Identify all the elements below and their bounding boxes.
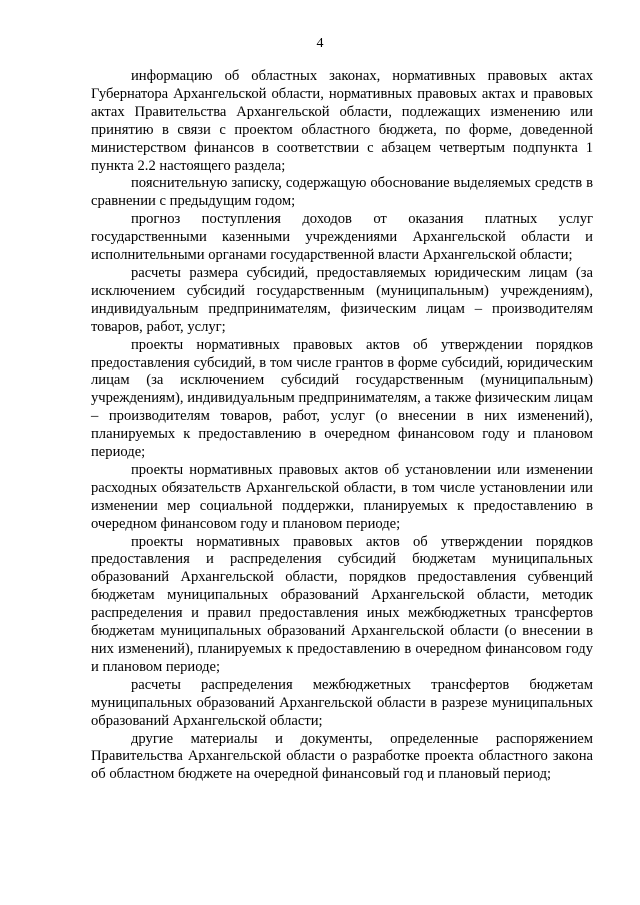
paragraph-subsidy-calculations: расчеты размера субсидий, предоставляемых юридическим лицам (за исключением субсидий государственным (муниципальным) учреждениям), индивидуальным предпринимателям, физическим лицам – производителям товаров, работ, услуг; <box>91 264 593 335</box>
page-number: 4 <box>316 36 324 51</box>
paragraph-explanatory-note: пояснительную записку, содержащую обоснование выделяемых средств в сравнении с предыдущим годом; <box>91 175 593 210</box>
document-body <box>91 68 593 784</box>
paragraph-interbudget-procedures: проекты нормативных правовых актов об утверждении порядков предоставления и распределения субсидий бюджетам муниципальных образований Архангельской области, порядков предоставления субвенций бюджетам муниципальных образований Архангельской области, методик распределения и правил предоставления иных межбюджетных трансфертов бюджетам муниципальных образований Архангельской области (о внесении в них изменений), планируемых к предоставлению в очередном финансовом году и плановом периоде; <box>91 533 593 675</box>
paragraph-transfer-distribution: расчеты распределения межбюджетных трансфертов бюджетам муниципальных образований Архангельской области в разрезе муниципальных образований Архангельской области; <box>91 676 593 729</box>
paragraph-subsidy-procedures: проекты нормативных правовых актов об утверждении порядков предоставления субсидий, в том числе грантов в форме субсидий, юридическим лицам (за исключением субсидий государственным (муниципальным) учреждениям), индивидуальным предпринимателям, а также физическим лицам – производителям товаров, работ, услуг (о внесении в них изменений), планируемых к предоставлению в очередном финансовом году и плановом периоде; <box>91 336 593 461</box>
paragraph-legislation-info: информацию об областных законах, нормативных правовых актах Губернатора Архангельской области, нормативных правовых актах и правовых актах Правительства Архангельской области, подлежащих изменению или принятию в связи с проектом областного бюджета, по форме, доведенной министерством финансов в соответствии с абзацем четвертым подпункта 1 пункта 2.2 настоящего раздела; <box>91 68 593 174</box>
paragraph-other-materials: другие материалы и документы, определенные распоряжением Правительства Архангельской области о разработке проекта областного закона об областном бюджете на очередной финансовый год и плановый период; <box>91 730 593 783</box>
paragraph-expenditure-obligations: проекты нормативных правовых актов об установлении или изменении расходных обязательств Архангельской области, в том числе установлении или изменении мер социальной поддержки, планируемых к предоставлению в очередном финансовом году и плановом периоде; <box>91 461 593 532</box>
paragraph-revenue-forecast: прогноз поступления доходов от оказания платных услуг государственными казенными учреждениями Архангельской области и исполнительными органами государственной власти Архангельской области; <box>91 211 593 264</box>
